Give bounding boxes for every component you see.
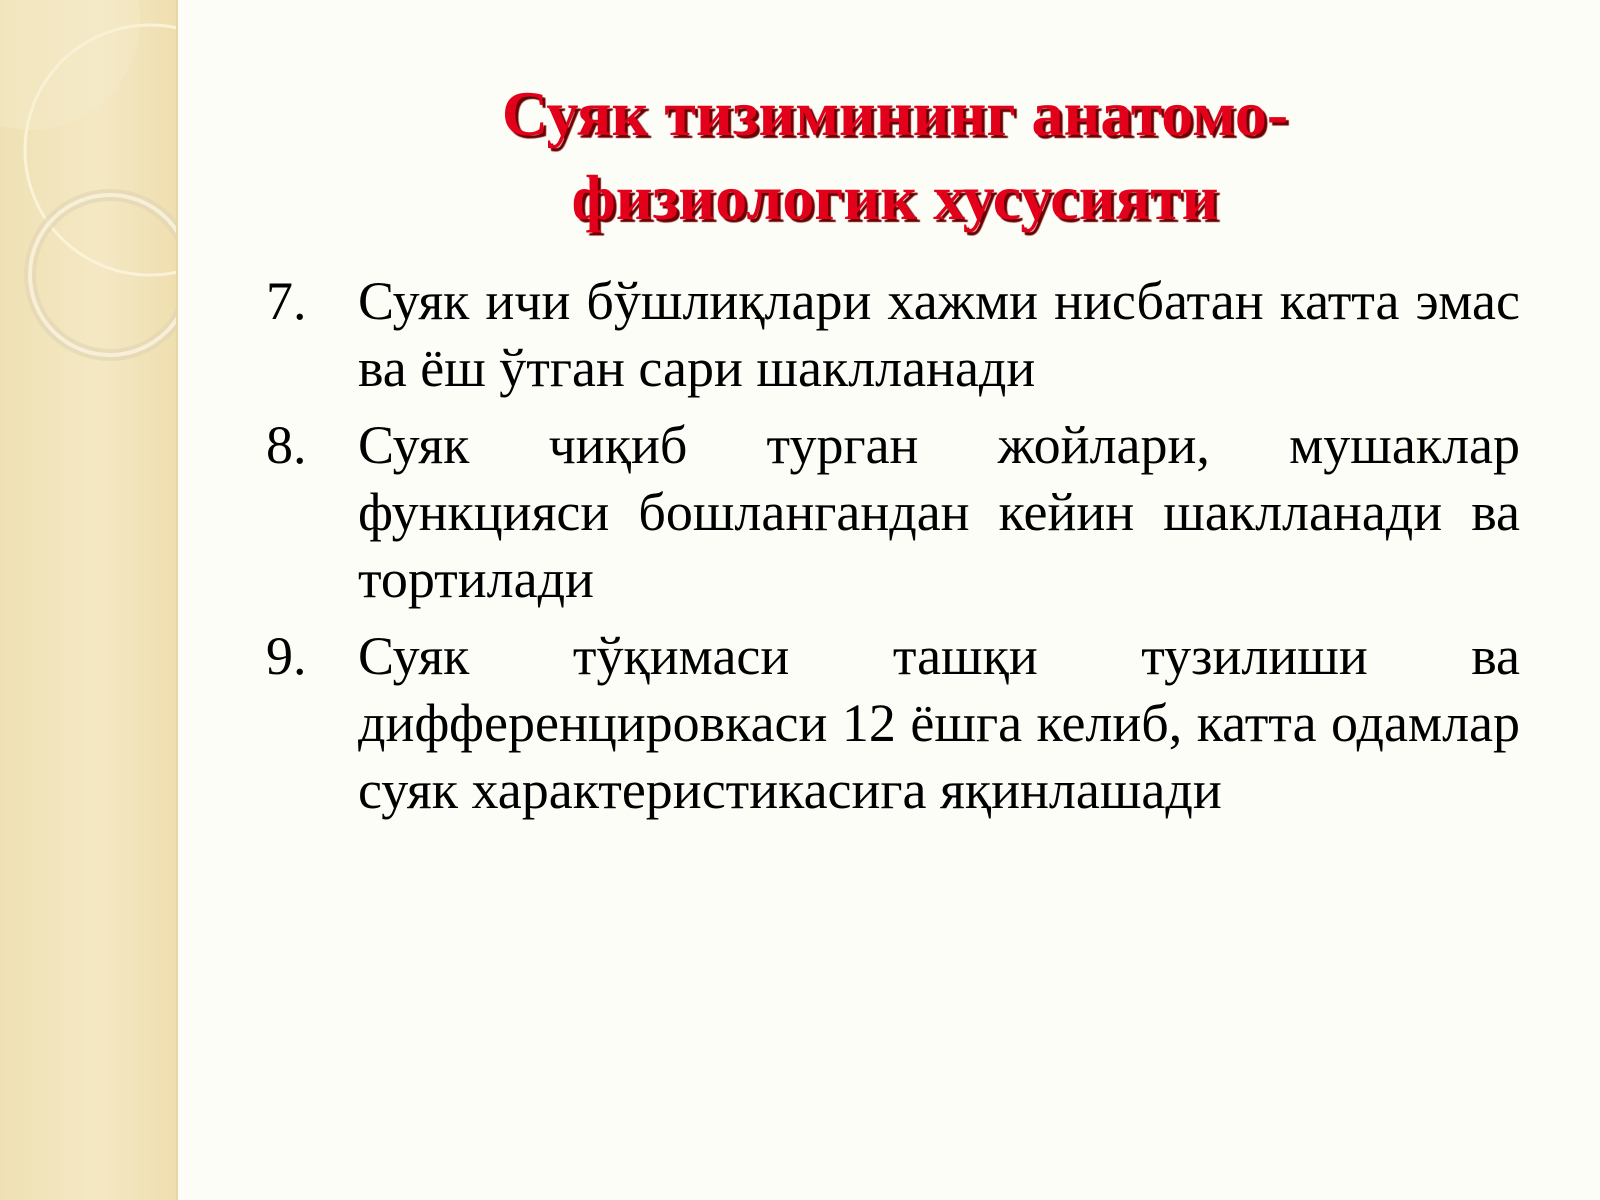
slide-title-line-2: физиологик хусусияти bbox=[571, 162, 1219, 233]
decorative-side-band bbox=[0, 0, 178, 1200]
list-item-number: 7. bbox=[266, 271, 307, 331]
decorative-rings-graphic bbox=[0, 0, 176, 1200]
list-item-text: Суяк чиқиб турган жойлари, мушаклар функцияси бошлангандан кейин шаклланади ва тортилади bbox=[358, 415, 1520, 609]
slide-title bbox=[360, 72, 1430, 240]
list-item-text: Суяк ичи бўшлиқлари хажми нисбатан катта эмас ва ёш ўтган сари шаклланади bbox=[358, 271, 1520, 398]
list-item-text: Суяк тўқимаси ташқи тузилиши ва дифференцировкаси 12 ёшга келиб, катта одамлар суяк характеристикасига яқинлашади bbox=[358, 626, 1520, 820]
slide-title-line-1: Суяк тизимининг анатомо- bbox=[501, 78, 1289, 149]
list-item-9 bbox=[266, 623, 1520, 824]
numbered-list bbox=[266, 268, 1520, 834]
list-item-number: 9. bbox=[266, 626, 307, 686]
list-item-7 bbox=[266, 268, 1520, 402]
list-item-8 bbox=[266, 412, 1520, 613]
list-item-number: 8. bbox=[266, 415, 307, 475]
